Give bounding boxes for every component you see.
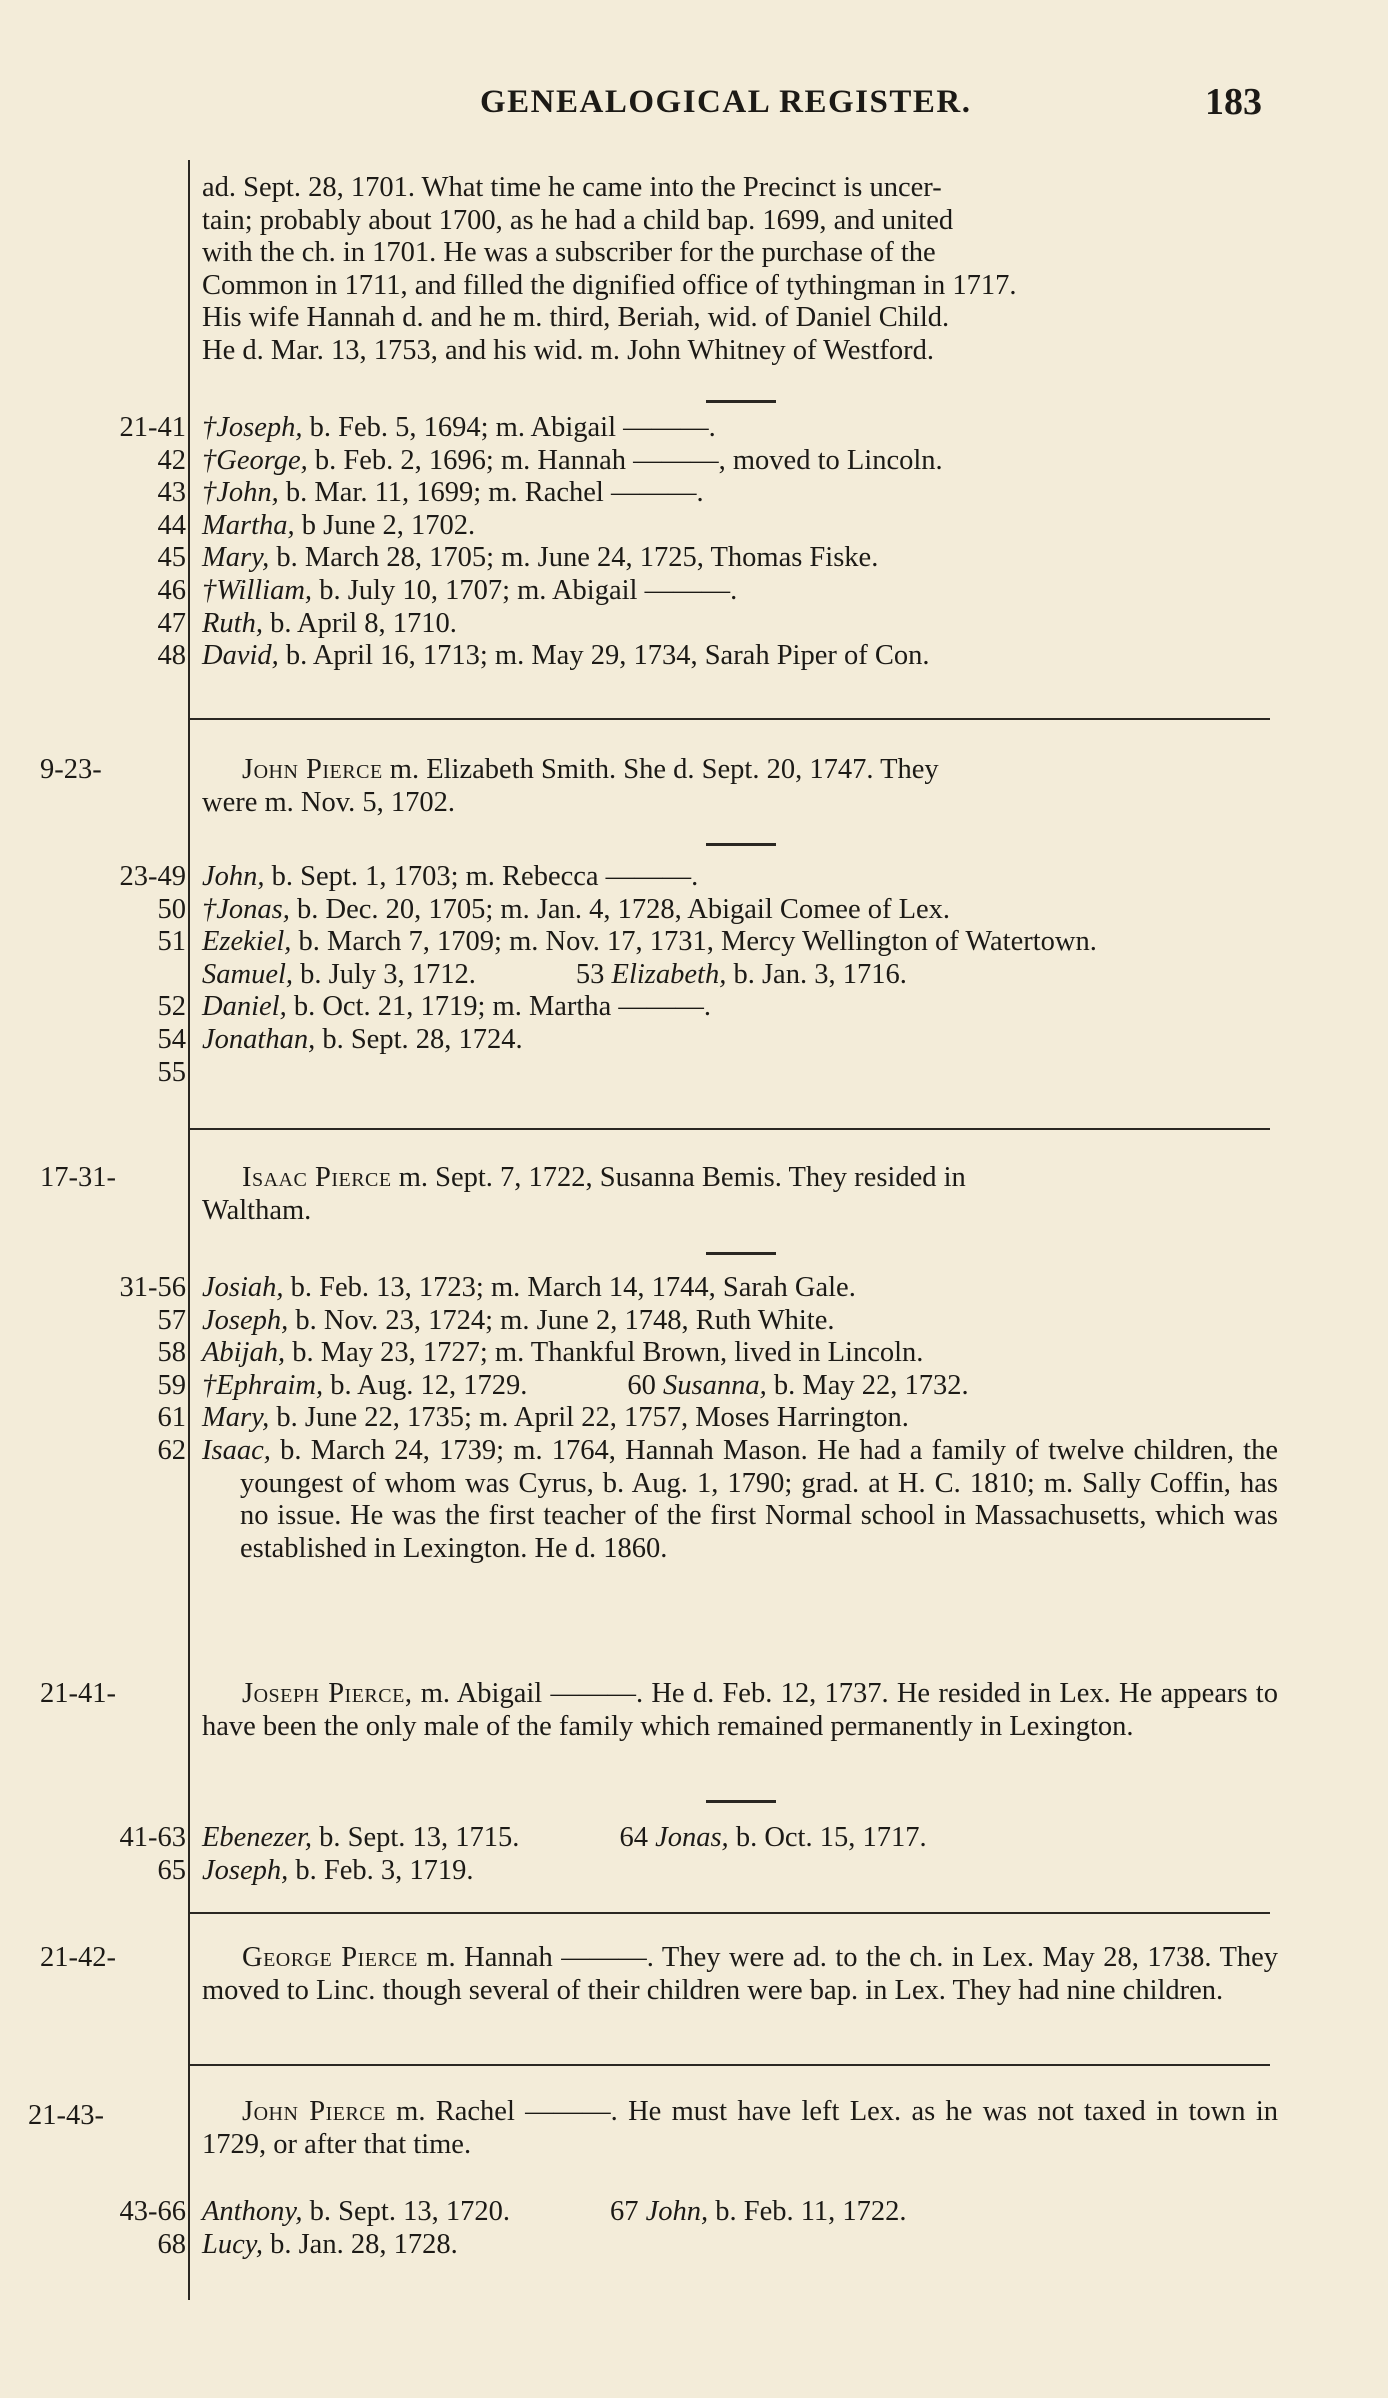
register-number: 65: [157, 1854, 186, 1886]
child-name: John,: [202, 861, 265, 892]
child-name: Isaac,: [202, 1434, 271, 1466]
register-number: 42: [157, 444, 186, 476]
register-number: 21-41: [119, 412, 186, 443]
family-head-name: Joseph Pierce,: [242, 1678, 413, 1709]
child-name: Lucy,: [202, 2228, 263, 2260]
child-details: b. April 8, 1710.: [262, 607, 457, 639]
children-list: [202, 1272, 1278, 1565]
register-number: 68: [157, 2228, 186, 2260]
register-number: 43-66: [119, 2196, 186, 2227]
child-details: b June 2, 1702.: [294, 509, 476, 541]
child-details: b. Mar. 11, 1699; m. Rachel ———.: [278, 477, 704, 509]
child-entry: [202, 1024, 1278, 1057]
family-paragraph: [202, 2096, 1278, 2161]
child-entry: [202, 510, 1278, 543]
child-details: b. March 28, 1705; m. June 24, 1725, Thomas Fiske.: [269, 542, 879, 574]
register-number-inline: 67: [609, 2196, 646, 2227]
register-numbers: [30, 2196, 186, 2261]
child-entry: [202, 1402, 1278, 1435]
register-number: 51: [157, 926, 186, 958]
child-name: Jonas,: [655, 1822, 729, 1853]
child-name: Martha,: [202, 509, 295, 541]
child-entry: [202, 1305, 1278, 1338]
child-entry: [202, 608, 1278, 641]
child-name: Elizabeth,: [611, 958, 727, 990]
intro-paragraph: [202, 172, 1278, 368]
child-details: b. Feb. 2, 1696; m. Hannah ———, moved to Lincoln.: [307, 444, 943, 476]
child-details: b. Dec. 20, 1705; m. Jan. 4, 1728, Abigail Comee of Lex.: [289, 893, 951, 925]
page-number: 183: [1205, 81, 1262, 123]
family-head-name: John Pierce: [242, 754, 383, 785]
family-paragraph: [202, 1942, 1278, 2007]
children-list: [202, 412, 1278, 673]
child-details: b. Oct. 21, 1719; m. Martha ———.: [286, 991, 711, 1023]
child-name: David,: [202, 640, 279, 672]
text-line: [202, 754, 1278, 787]
family-head-name: George Pierce: [242, 1942, 418, 1973]
text-line: tain; probably about 1700, as he had a child bap. 1699, and united: [202, 204, 954, 236]
child-name: †John,: [202, 477, 279, 509]
section-divider: [188, 718, 1270, 720]
register-number: 61: [157, 1402, 186, 1434]
child-entry: [202, 575, 1278, 608]
family-head-text: m. Sept. 7, 1722, Susanna Bemis. They resided in: [391, 1162, 966, 1193]
child-entry: [202, 926, 1278, 959]
text-line: ad. Sept. 28, 1701. What time he came into the Precinct is uncer-: [202, 172, 942, 203]
child-name: Ezekiel,: [202, 926, 292, 958]
register-number-inline: 53: [575, 958, 612, 990]
family-head-text: m. Rachel ———. He must have left Lex. as he was not taxed in town in 1729, or after that time.: [202, 2096, 1279, 2160]
child-name: Anthony,: [202, 2196, 303, 2227]
child-details: b. Sept. 28, 1724.: [315, 1023, 523, 1055]
register-number: 23-49: [119, 861, 186, 892]
child-details: b. Feb. 3, 1719.: [288, 1854, 474, 1886]
family-text: [202, 1678, 1278, 1743]
register-number-inline: 64: [619, 1822, 656, 1853]
text-line: His wife Hannah d. and he m. third, Beriah, wid. of Daniel Child.: [202, 302, 950, 334]
text-line: were m. Nov. 5, 1702.: [202, 786, 456, 818]
register-number: 52: [157, 991, 186, 1023]
child-name: †William,: [202, 574, 313, 606]
child-name: Mary,: [202, 542, 270, 574]
child-details: b. May 22, 1732.: [766, 1369, 969, 1401]
child-name: †Ephraim,: [202, 1369, 324, 1401]
child-name: Ruth,: [202, 607, 263, 639]
child-entry: [202, 1272, 1278, 1305]
children-list: [202, 1822, 1278, 1887]
child-details: b. April 16, 1713; m. May 29, 1734, Sarah Piper of Con.: [278, 640, 930, 672]
family-head-text: m. Abigail ———. He d. Feb. 12, 1737. He resided in Lex. He appears to have been the only male of the family which remained permanently in Lexington.: [202, 1678, 1278, 1742]
child-details: b. March 24, 1739; m. 1764, Hannah Mason. He had a family of twelve children, the youngest of whom was Cyrus, b. Aug. 1, 1790; grad. at H. C. 1810; m. Sally Coffin, has no issue. He was the first teacher of the first Normal school in Massachusetts, which was established in Lexington. He d. 1860.: [240, 1434, 1278, 1564]
family-id: 21-42-: [40, 1942, 116, 1973]
text-line: He d. Mar. 13, 1753, and his wid. m. John Whitney of Westford.: [202, 334, 935, 366]
child-name: Ebenezer,: [202, 1822, 313, 1853]
family-text: [202, 1942, 1278, 2007]
family-head-name: John Pierce: [242, 2096, 386, 2127]
child-details: b. July 3, 1712.: [293, 958, 476, 990]
register-number: [30, 959, 186, 992]
family-id: 9-23-: [40, 754, 102, 785]
child-details: b. Feb. 5, 1694; m. Abigail ———.: [302, 412, 716, 443]
child-entry: [202, 894, 1278, 927]
child-entry: [202, 1822, 1278, 1855]
child-entry: [202, 2196, 1278, 2229]
child-name: Josiah,: [202, 1272, 284, 1303]
register-number: 55: [157, 1056, 186, 1088]
child-name: †Jonas,: [202, 893, 290, 925]
family-id: 21-43-: [28, 2100, 104, 2131]
child-details: b. Sept. 13, 1720.: [302, 2196, 510, 2227]
child-entry: [202, 542, 1278, 575]
child-entry: [202, 861, 1278, 894]
child-details: b. Aug. 12, 1729.: [323, 1369, 528, 1401]
register-number: 43: [157, 477, 186, 509]
child-details: b. May 23, 1727; m. Thankful Brown, lived in Lincoln.: [285, 1337, 924, 1369]
register-number: 41-63: [119, 1822, 186, 1853]
text-line: with the ch. in 1701. He was a subscriber for the purchase of the: [202, 237, 936, 269]
child-name: †George,: [202, 444, 308, 476]
register-number: 44: [157, 509, 186, 541]
register-number: 62: [157, 1434, 186, 1466]
text-line: Waltham.: [202, 1194, 312, 1226]
register-number: 54: [157, 1023, 186, 1055]
child-details: b. July 10, 1707; m. Abigail ———.: [312, 574, 738, 606]
section-divider-short: [706, 843, 776, 846]
child-details: b. Sept. 1, 1703; m. Rebecca ———.: [264, 861, 699, 892]
child-entry: [202, 959, 1278, 992]
family-text: [202, 2096, 1278, 2161]
child-details: b. Sept. 13, 1715.: [312, 1822, 520, 1853]
register-number: 47: [157, 607, 186, 639]
family-head-text: m. Hannah ———. They were ad. to the ch. in Lex. May 28, 1738. They moved to Linc. though several of their children were bap. in Lex. They had nine children.: [202, 1942, 1278, 2006]
register-number: 59: [157, 1369, 186, 1401]
children-list: [202, 2196, 1278, 2261]
child-name: Mary,: [202, 1402, 270, 1434]
child-details: b. Jan. 28, 1728.: [262, 2228, 458, 2260]
running-header: GENEALOGICAL REGISTER.: [480, 84, 972, 120]
margin-rule: [188, 160, 190, 2300]
register-number: 31-56: [119, 1272, 186, 1303]
register-numbers: [30, 412, 186, 673]
child-name: Joseph,: [202, 1854, 289, 1886]
child-name: Daniel,: [202, 991, 287, 1023]
child-entry: [202, 412, 1278, 445]
child-details: b. March 7, 1709; m. Nov. 17, 1731, Mercy Wellington of Watertown.: [291, 926, 1097, 958]
section-divider-short: [706, 400, 776, 403]
family-paragraph: [202, 754, 1278, 819]
text-line: Common in 1711, and filled the dignified office of tythingman in 1717.: [202, 269, 1017, 301]
child-name: Abijah,: [202, 1337, 286, 1369]
child-entry: [202, 640, 1278, 673]
child-entry: [202, 2229, 1278, 2262]
child-name: Jonathan,: [202, 1023, 316, 1055]
family-id: 17-31-: [40, 1162, 116, 1193]
section-divider: [188, 2064, 1270, 2066]
register-number: 45: [157, 542, 186, 574]
child-details: b. Nov. 23, 1724; m. June 2, 1748, Ruth White.: [288, 1304, 835, 1336]
family-head-text: m. Elizabeth Smith. She d. Sept. 20, 1747. They: [382, 754, 939, 785]
child-details: b. Jan. 3, 1716.: [726, 958, 907, 990]
child-entry: [202, 1435, 1278, 1565]
register-numbers: [30, 1272, 186, 1468]
child-entry: [202, 991, 1278, 1024]
register-number: 58: [157, 1337, 186, 1369]
register-numbers: [30, 1822, 186, 1887]
children-list: [202, 861, 1278, 1057]
child-name: †Joseph,: [202, 412, 303, 443]
register-number: 50: [157, 893, 186, 925]
section-divider: [188, 1128, 1270, 1130]
text-line: [202, 1162, 1278, 1195]
child-name: Samuel,: [202, 958, 294, 990]
register-number: 57: [157, 1304, 186, 1336]
section-divider-short: [706, 1800, 776, 1803]
register-number-inline: 60: [627, 1369, 664, 1401]
register-number: 48: [157, 640, 186, 672]
child-entry: [202, 477, 1278, 510]
child-entry: [202, 1337, 1278, 1370]
register-numbers: [30, 861, 186, 1089]
child-entry: [202, 445, 1278, 478]
child-details: b. Feb. 11, 1722.: [708, 2196, 907, 2227]
child-details: b. Oct. 15, 1717.: [728, 1822, 927, 1853]
section-divider-short: [706, 1252, 776, 1255]
child-name: Susanna,: [663, 1369, 767, 1401]
family-id: 21-41-: [40, 1678, 116, 1709]
family-head-name: Isaac Pierce: [242, 1162, 392, 1193]
child-name: John,: [645, 2196, 709, 2227]
family-paragraph: [202, 1162, 1278, 1227]
child-entry: [202, 1855, 1278, 1888]
child-details: b. Feb. 13, 1723; m. March 14, 1744, Sarah Gale.: [283, 1272, 856, 1303]
child-name: Joseph,: [202, 1304, 289, 1336]
section-divider: [188, 1912, 1270, 1914]
register-number: 46: [157, 574, 186, 606]
child-entry: [202, 1370, 1278, 1403]
family-paragraph: [202, 1678, 1278, 1743]
child-details: b. June 22, 1735; m. April 22, 1757, Moses Harrington.: [269, 1402, 909, 1434]
